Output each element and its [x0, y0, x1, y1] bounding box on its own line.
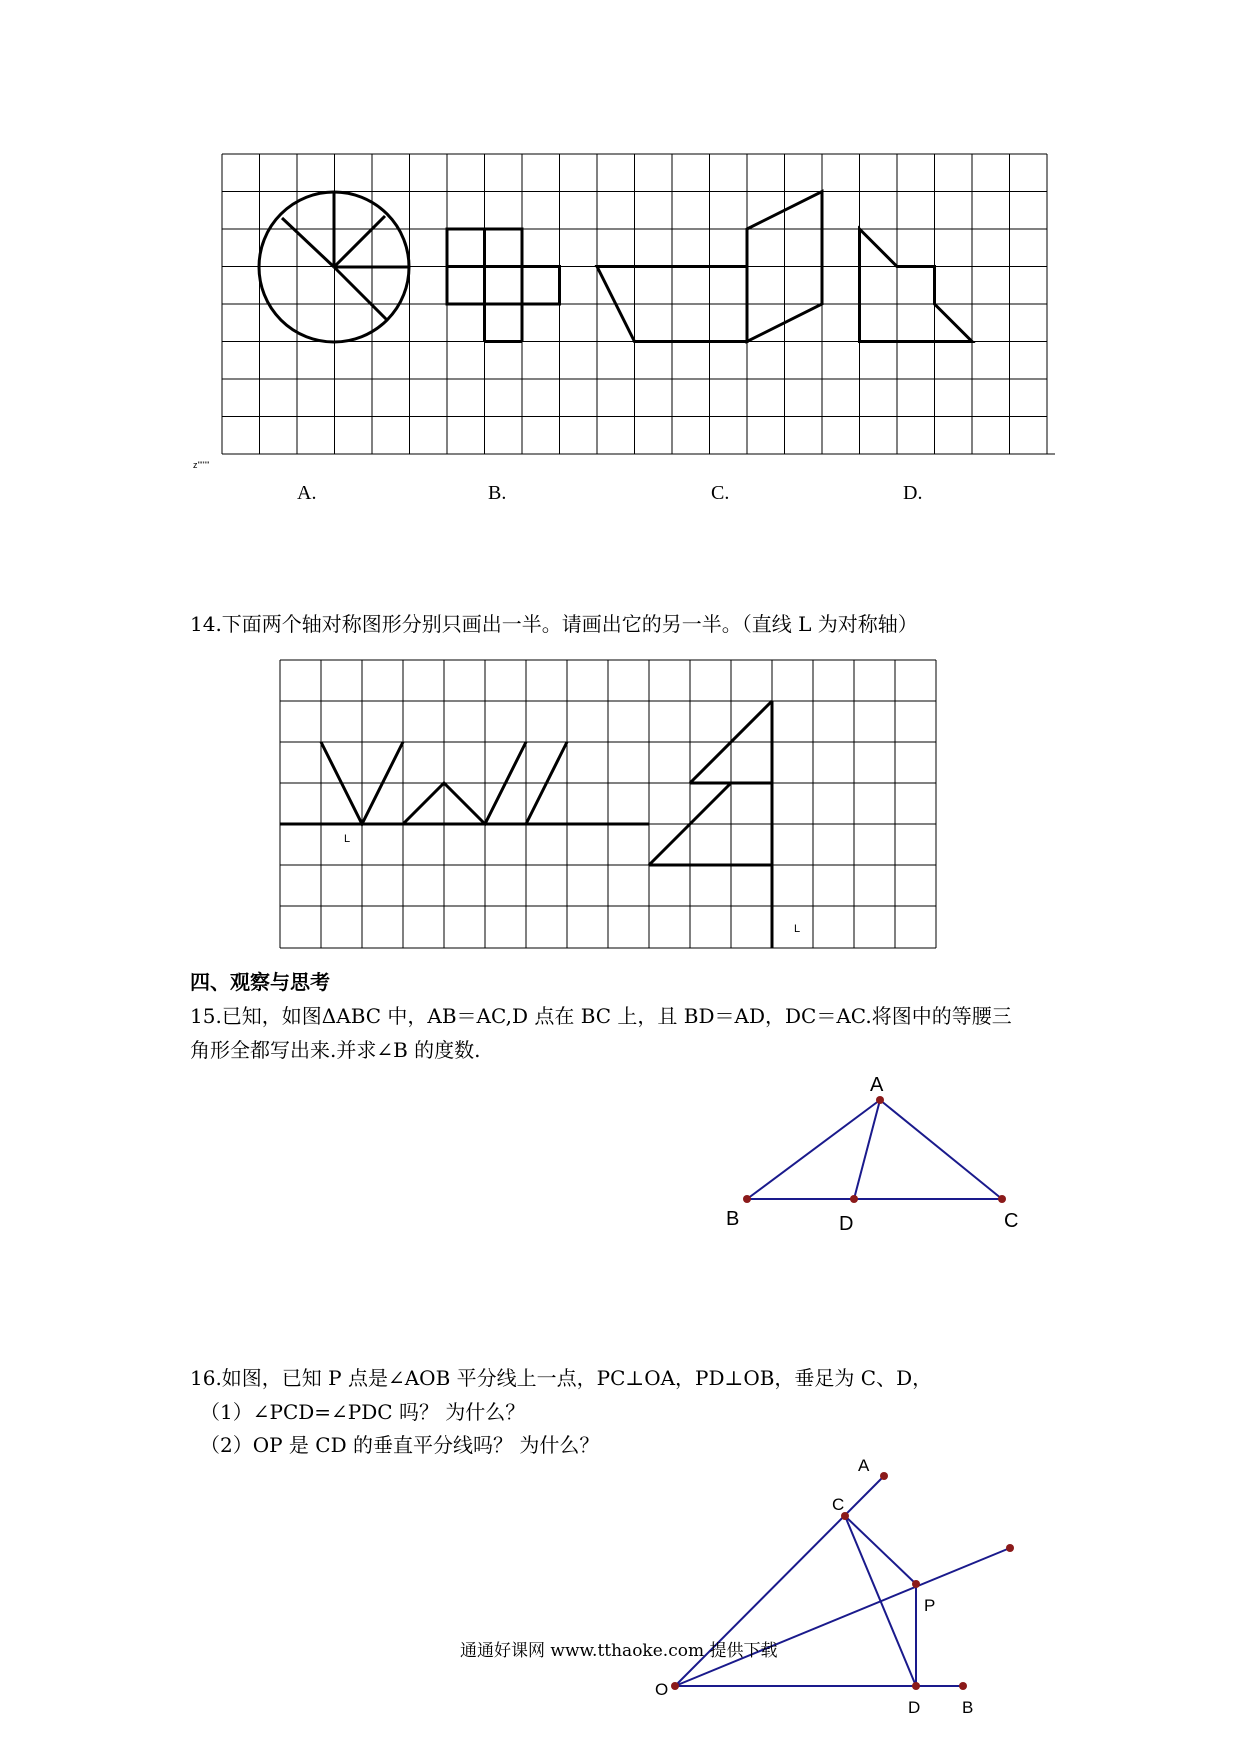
- q15-label-d: D: [839, 1213, 854, 1235]
- point-a: [876, 1096, 884, 1104]
- q16-line3: （2）OP 是 CD 的垂直平分线吗？ 为什么？: [200, 1433, 600, 1457]
- q16-label-c: C: [832, 1495, 845, 1514]
- q16-line2: （1）∠PCD=∠PDC 吗？ 为什么？: [200, 1400, 526, 1424]
- q14-grid-lines: [280, 660, 936, 948]
- corner-mark: z''''''': [193, 460, 210, 470]
- q14-text: 14.下面两个轴对称图形分别只画出一半。请画出它的另一半。（直线 L 为对称轴）: [190, 612, 918, 636]
- shape-d-polygon: [860, 229, 973, 342]
- q16-label-b: B: [962, 1698, 974, 1717]
- q16-angle-figure: [640, 1450, 1040, 1750]
- q13-grid-lines: [222, 154, 1055, 454]
- point-ray-end: [1006, 1544, 1014, 1552]
- q15-label-c: C: [1004, 1210, 1019, 1232]
- option-b-label: B.: [488, 482, 507, 504]
- point-c: [998, 1195, 1006, 1203]
- point-a: [880, 1472, 888, 1480]
- section-heading: 四、观察与思考: [190, 970, 330, 994]
- shape-b-squares: [447, 229, 560, 342]
- point-b: [743, 1195, 751, 1203]
- q15-triangle-lines: [747, 1100, 1002, 1199]
- q14-axis-label-right: L: [794, 923, 801, 935]
- point-d: [850, 1195, 858, 1203]
- q15-line2: 角形全都写出来.并求∠B 的度数.: [190, 1038, 481, 1062]
- q16-label-p: P: [924, 1596, 936, 1615]
- q16-label-d: D: [908, 1698, 921, 1717]
- point-o: [671, 1682, 679, 1690]
- option-d-label: D.: [903, 482, 923, 504]
- q15-triangle-figure: [700, 1060, 1040, 1240]
- q15-label-b: B: [726, 1208, 740, 1230]
- point-p: [912, 1580, 920, 1588]
- q13-grid-figure: [0, 0, 1240, 470]
- q15-line1: 15.已知，如图ΔABC 中，AB＝AC,D 点在 BC 上，且 BD＝AD，DC＝AC.将图中的等腰三: [190, 1004, 1012, 1028]
- q15-label-a: A: [870, 1074, 884, 1096]
- q16-label-a: A: [858, 1456, 870, 1475]
- point-b: [959, 1682, 967, 1690]
- q16-label-o: O: [655, 1680, 669, 1699]
- q14-grid-figure: [0, 650, 1240, 950]
- q15-vertex-points: [743, 1096, 1006, 1203]
- option-a-label: A.: [297, 482, 317, 504]
- point-d: [912, 1682, 920, 1690]
- footer-source: 通通好课网 www.tthaoke.com 提供下载: [460, 1641, 778, 1661]
- option-c-label: C.: [711, 482, 730, 504]
- q14-axis-label-left: L: [344, 833, 351, 845]
- q16-line1: 16.如图，已知 P 点是∠AOB 平分线上一点，PC⊥OA，PD⊥OB，垂足为 C、D，: [190, 1366, 933, 1390]
